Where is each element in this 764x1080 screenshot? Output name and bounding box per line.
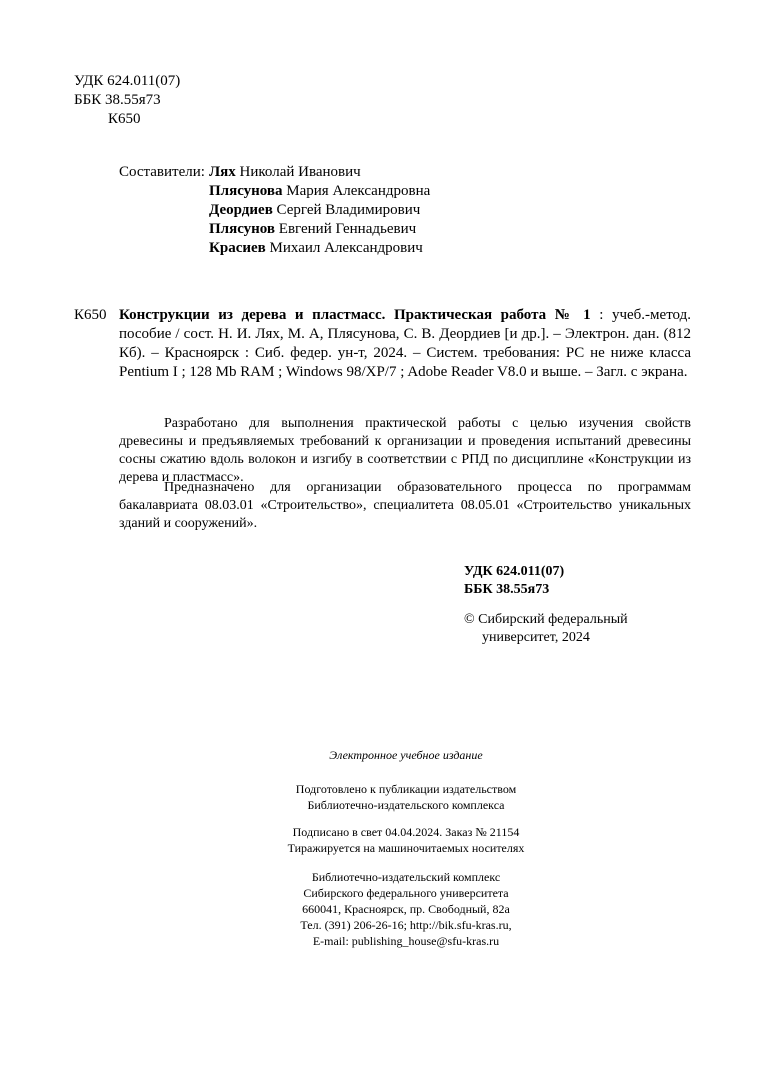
compiler-given-name: Михаил Александрович xyxy=(269,240,423,256)
imprint-signed-line-2: Тиражируется на машиночитаемых носителях xyxy=(287,841,525,855)
copyright-notice xyxy=(464,611,684,647)
compiler-surname: Плясунова xyxy=(209,183,283,199)
bibliography-cutter: К650 xyxy=(74,307,107,323)
copyright-line-1: © Сибирский федеральный xyxy=(464,612,628,627)
cutter-code: К650 xyxy=(108,111,141,127)
copyright-line-2: университет, 2024 xyxy=(482,630,590,645)
annotation-paragraph-1: Разработано для выполнения практической работы с целью изучения свойств древесины и предъявляемых требований к организации и проведения испытаний древесины сосны сжатию вдоль волокон и изгибу в соответствии с РПД по дисциплине «Конструкции из дерева и пластмасс». xyxy=(119,416,691,485)
compiler-given-name: Николай Иванович xyxy=(239,164,361,180)
compiler-surname: Лях xyxy=(209,164,236,180)
compiler-surname: Деордиев xyxy=(209,202,273,218)
compiler-4 xyxy=(209,220,416,239)
compiler-surname: Плясунов xyxy=(209,221,276,237)
bibliography-title: Конструкции из дерева и пластмасс. Практическая работа № 1 xyxy=(119,307,591,323)
imprint-signed-line-1: Подписано в свет 04.04.2024. Заказ № 21154 xyxy=(292,825,520,839)
publisher-phone-website: Тел. (391) 206-26-16; http://bik.sfu-kras.ru, xyxy=(300,918,512,932)
imprint-prepared-line-2: Библиотечно-издательского комплекса xyxy=(307,798,505,812)
bbk-code-bold: ББК 38.55я73 xyxy=(464,582,550,597)
imprint-title: Электронное учебное издание xyxy=(329,748,483,762)
compiler-2 xyxy=(209,182,430,201)
compiler-given-name: Сергей Владимирович xyxy=(276,202,421,218)
imprint-prepared-line-1: Подготовлено к публикации издательством xyxy=(295,782,517,796)
compiler-surname: Красиев xyxy=(209,240,266,256)
bibliographic-record xyxy=(119,306,691,382)
compiler-given-name: Евгений Геннадьевич xyxy=(278,221,417,237)
compilers-label: Составители: xyxy=(119,164,205,180)
udk-code-bold: УДК 624.011(07) xyxy=(464,564,565,579)
publisher-email: E-mail: publishing_house@sfu-kras.ru xyxy=(312,934,500,948)
bbk-code: ББК 38.55я73 xyxy=(74,92,161,108)
publisher-address: 660041, Красноярск, пр. Свободный, 82а xyxy=(302,902,510,916)
compiler-1 xyxy=(209,163,361,182)
compiler-3 xyxy=(209,201,420,220)
publisher-line-2: Сибирского федерального университета xyxy=(303,886,509,900)
compiler-given-name: Мария Александровна xyxy=(286,183,431,199)
annotation-paragraph-2: Предназначено для организации образовательного процесса по программам бакалавриата 08.03.01 «Строительство», специалитета 08.05.01 «Строительство уникальных зданий и сооружений». xyxy=(119,480,691,531)
publisher-line-1: Библиотечно-издательский комплекс xyxy=(311,870,501,884)
udk-code: УДК 624.011(07) xyxy=(74,73,181,89)
compiler-5 xyxy=(209,239,423,258)
bibliography-details: : учеб.-метод. пособие / сост. Н. И. Лях, М. А, Плясунова, С. В. Деордиев [и др.]. – Электрон. дан. (812 Кб). – Красноярск : Сиб. федер. ун-т, 2024. – Систем. требования: PC не ниже класса Pentium I ; 128 Mb RAM ; Windows 98/XP/7 ; Adobe Reader V8.0 и выше. – Загл. с экрана. xyxy=(119,307,692,380)
